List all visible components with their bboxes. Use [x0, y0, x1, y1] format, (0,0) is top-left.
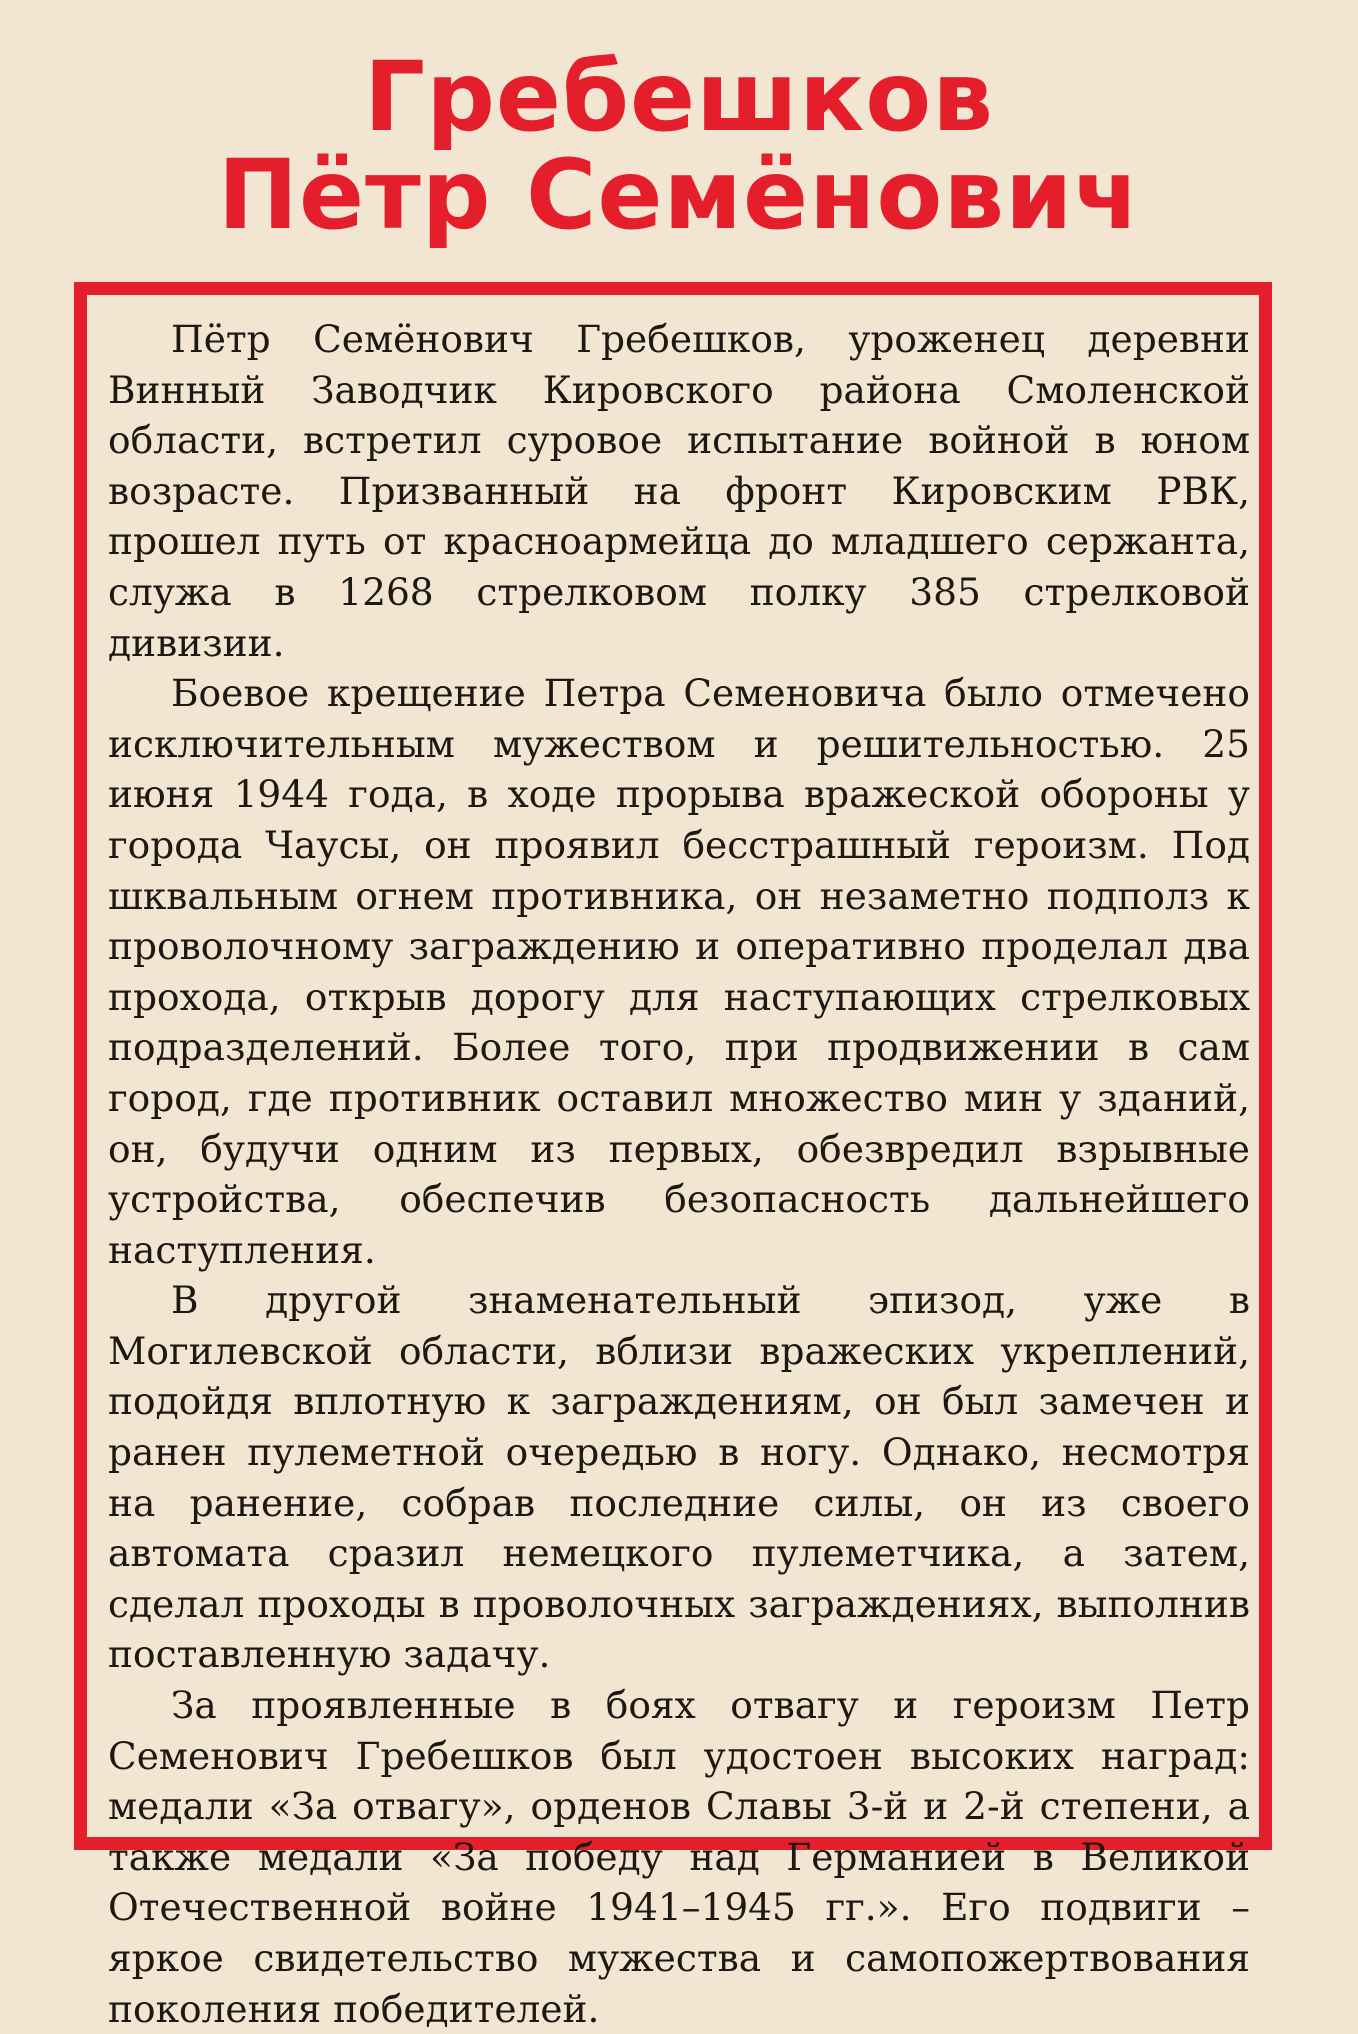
paragraph-chausy-battle: Боевое крещение Петра Семеновича было отмечено исключительным мужеством и решительностью. 25 июня 1944 года, в ходе прорыва вражеской обороны у города Чаусы, он проявил бесстрашный героизм. Под шквальным огнем противника, он незаметно подполз к проволочному заграждению и оперативно проделал два прохода, открыв дорогу для наступающих стрелковых подразделений. Более того, при продвижении в сам город, где противник оставил множество мин у зданий, он, будучи одним из первых, обезвредил взрывные устройства, обеспечив безопасность дальнейшего наступления.: [108, 671, 1250, 1272]
paragraph-origin: Пётр Семёнович Гребешков, уроженец деревни Винный Заводчик Кировского района Смоленской области, встретил суровое испытание войной в юном возрасте. Призванный на фронт Кировским РВК, прошел путь от красноармейца до младшего сержанта, служа в 1268 стрелковом полку 385 стрелковой дивизии.: [108, 317, 1250, 665]
paragraph-mogilev-episode: В другой знаменательный эпизод, уже в Могилевской области, вблизи вражеских укреплений, подойдя вплотную к заграждениям, он был замечен и ранен пулеметной очередью в ногу. Однако, несмотря на ранение, собрав последние силы, он из своего автомата сразил немецкого пулеметчика, а затем, сделал проходы в проволочных заграждениях, выполнив поставленную задачу.: [108, 1278, 1250, 1677]
page-title: [0, 41, 1358, 251]
paragraph-awards: За проявленные в боях отвагу и героизм Петр Семенович Гребешков был удостоен высоких наград: медали «За отвагу», орденов Славы 3-й и 2-й степени, а также медали «За победу над Германией в Великой Отечественной войне 1941–1945 гг.». Его подвиги – яркое свидетельство мужества и самопожертвования поколения победителей.: [108, 1683, 1250, 2031]
title-surname: Гребешков: [364, 41, 994, 153]
title-given-names: Пётр Семёнович: [217, 139, 1141, 251]
biography-text: [108, 314, 1250, 2034]
